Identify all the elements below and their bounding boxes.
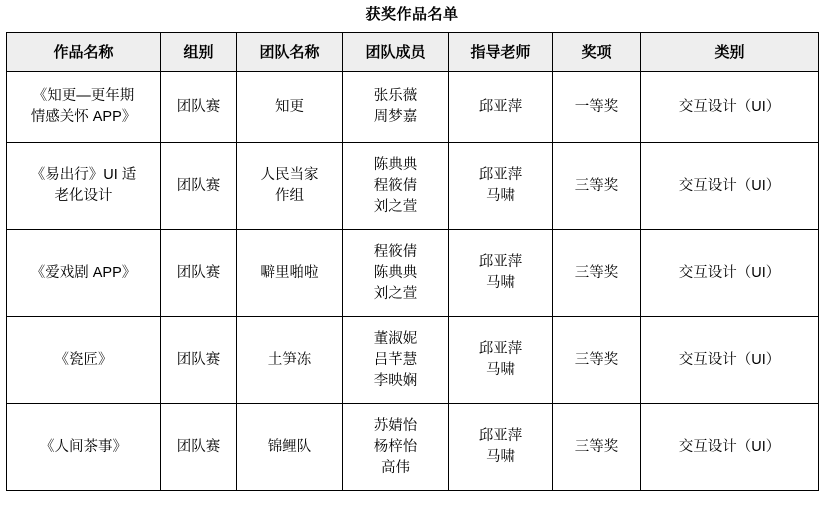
cell-team-name: 土笋冻 xyxy=(237,317,343,404)
cell-award: 三等奖 xyxy=(553,230,641,317)
table-header xyxy=(7,33,819,72)
table-row xyxy=(7,143,819,230)
cell-team-name: 人民当家 作组 xyxy=(237,143,343,230)
cell-work-name: 《易出行》UI 适 老化设计 xyxy=(7,143,161,230)
cell-team-members: 程筱倩 陈典典 刘之萱 xyxy=(343,230,449,317)
award-list-table xyxy=(6,32,819,491)
column-header-group: 组别 xyxy=(161,33,237,72)
table-body xyxy=(7,72,819,491)
column-header-advisors: 指导老师 xyxy=(449,33,553,72)
column-header-team-name: 团队名称 xyxy=(237,33,343,72)
cell-advisors: 邱亚萍 马啸 xyxy=(449,143,553,230)
cell-team-members: 董淑妮 吕芊慧 李映娴 xyxy=(343,317,449,404)
cell-advisors: 邱亚萍 马啸 xyxy=(449,230,553,317)
column-header-work-name: 作品名称 xyxy=(7,33,161,72)
cell-team-members: 陈典典 程筱倩 刘之萱 xyxy=(343,143,449,230)
cell-group: 团队赛 xyxy=(161,404,237,491)
cell-group: 团队赛 xyxy=(161,317,237,404)
cell-team-name: 噼里啪啦 xyxy=(237,230,343,317)
table-row xyxy=(7,317,819,404)
cell-work-name: 《人间茶事》 xyxy=(7,404,161,491)
cell-award: 三等奖 xyxy=(553,404,641,491)
table-row xyxy=(7,230,819,317)
cell-advisors: 邱亚萍 马啸 xyxy=(449,317,553,404)
column-header-team-members: 团队成员 xyxy=(343,33,449,72)
column-header-category: 类别 xyxy=(641,33,819,72)
cell-work-name: 《知更—更年期 情感关怀 APP》 xyxy=(7,72,161,143)
table-row xyxy=(7,72,819,143)
cell-team-members: 张乐薇 周梦嘉 xyxy=(343,72,449,143)
cell-team-members: 苏婧怡 杨梓怡 高伟 xyxy=(343,404,449,491)
table-header-row xyxy=(7,33,819,72)
column-header-award: 奖项 xyxy=(553,33,641,72)
cell-award: 三等奖 xyxy=(553,317,641,404)
cell-category: 交互设计（UI） xyxy=(641,230,819,317)
cell-advisors: 邱亚萍 马啸 xyxy=(449,404,553,491)
table-row xyxy=(7,404,819,491)
cell-award: 一等奖 xyxy=(553,72,641,143)
cell-advisors: 邱亚萍 xyxy=(449,72,553,143)
cell-work-name: 《爱戏剧 APP》 xyxy=(7,230,161,317)
cell-group: 团队赛 xyxy=(161,230,237,317)
cell-group: 团队赛 xyxy=(161,72,237,143)
cell-category: 交互设计（UI） xyxy=(641,72,819,143)
cell-group: 团队赛 xyxy=(161,143,237,230)
cell-work-name: 《瓷匠》 xyxy=(7,317,161,404)
cell-team-name: 锦鲤队 xyxy=(237,404,343,491)
page-title: 获奖作品名单 xyxy=(365,6,459,23)
cell-category: 交互设计（UI） xyxy=(641,317,819,404)
cell-category: 交互设计（UI） xyxy=(641,404,819,491)
cell-category: 交互设计（UI） xyxy=(641,143,819,230)
cell-team-name: 知更 xyxy=(237,72,343,143)
cell-award: 三等奖 xyxy=(553,143,641,230)
